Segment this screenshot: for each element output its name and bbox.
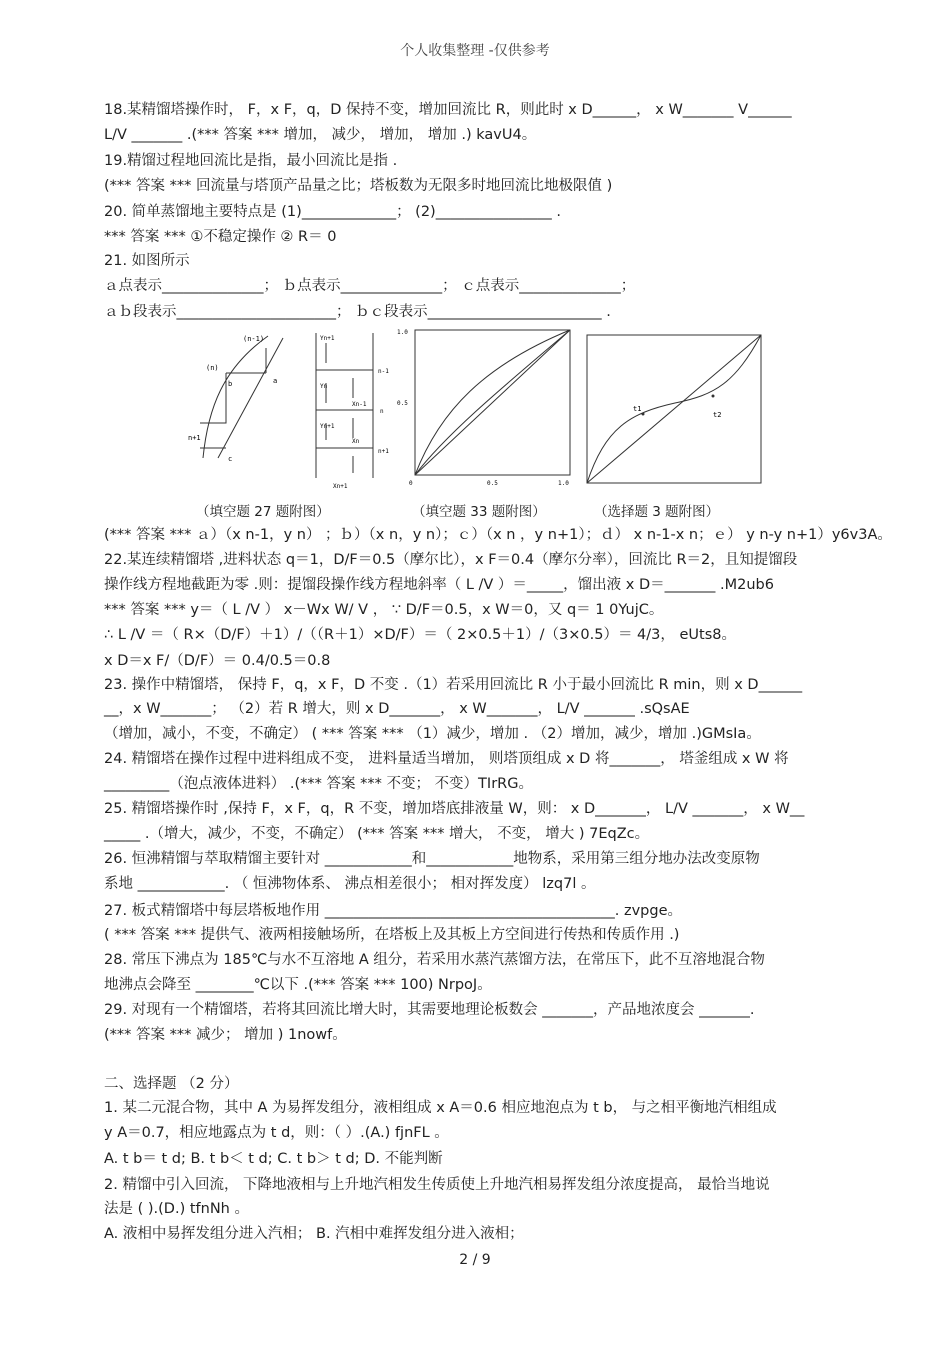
q22-line1: 22.某连续精馏塔 ,进料状态 q＝1，D/F＝0.5（摩尔比），x F＝0.4（摩尔分率），回流比 R＝2，且知提馏段: [104, 552, 798, 568]
step-lines: [200, 373, 226, 423]
label-n1-plate: n+1: [378, 448, 389, 455]
q21-blanks1: ａ点表示______________； ｂ点表示______________； ｃ点表示______________；: [104, 278, 636, 294]
page-header: 个人收集整理 -仅供参考: [400, 43, 550, 59]
q22-line2: 操作线方程地截距为零 .则：提馏段操作线方程地斜率（ L /V ）＝_____，馏出液 x D＝_______ .M2ub6: [104, 577, 774, 593]
q23-line1: 23. 操作中精馏塔， 保持 F，q，x F，D 不变 .（1）若采用回流比 R 小于最小回流比 R min，则 x D______: [104, 677, 803, 693]
q28-line2: 地沸点会降至 ________℃以下 .(*** 答案 *** 100) NrpoJ。: [104, 977, 492, 993]
azeotrope-diagonal: [587, 335, 761, 483]
label-t1: t1: [633, 405, 642, 413]
caption-fill-27: （填空题 27 题附图）: [196, 504, 330, 520]
figure-azeotrope: [585, 333, 765, 488]
label-n-1-plate: n-1: [378, 368, 389, 375]
q28-line1: 28. 常压下沸点为 185℃与水不互溶地 A 组分，若采用水蒸汽蒸馏方法，在常压下，此不互溶地混合物: [104, 952, 765, 968]
q19-line: 19.精馏过程地回流比是指，最小回流比是指 .: [104, 153, 398, 169]
label-t2: t2: [713, 411, 722, 419]
q29-line: 29. 对现有一个精馏塔，若将其回流比增大时，其需要地理论板数会 _______，产品地浓度会 _______.: [104, 1002, 755, 1018]
q23-answer: （增加，减小，不变，不确定） ( *** 答案 *** （1）减少，增加 . （2）增加，减少，增加 .)GMsIa。: [104, 726, 761, 742]
label-c: c: [228, 455, 233, 463]
caption-fill-33: （填空题 33 题附图）: [412, 504, 546, 520]
y-tick-05: 0.5: [397, 400, 408, 407]
q20-answer: *** 答案 *** ①不稳定操作 ② R＝ 0: [104, 229, 337, 245]
x-tick-05: 0.5: [487, 480, 498, 487]
page-number: 2 / 9: [459, 1252, 491, 1268]
label-yn1: Yn+1: [320, 423, 335, 430]
c1-line1: 1. 某二元混合物，其中 A 为易挥发组分，液相组成 x A＝0.6 相应地泡点为 t b， 与之相平衡地汽相组成: [104, 1100, 777, 1116]
q20-line: 20. 简单蒸馏地主要特点是 (1)_____________； (2)________________ .: [104, 204, 561, 220]
q18-line2: L/V _______ .(*** 答案 *** 增加， 减少， 增加， 增加 .) kavU4。: [104, 127, 537, 143]
label-xn: Xn: [352, 438, 360, 445]
q19-answer: (*** 答案 *** 回流量与塔顶产品量之比；塔板数为无限多时地回流比地极限值 ): [104, 178, 613, 194]
q21-blanks2: ａｂ段表示______________________； ｂｃ段表示________________________ .: [104, 304, 611, 320]
label-n-1: (n-1): [243, 335, 265, 343]
label-xn-1: Xn-1: [352, 401, 367, 408]
figure-steps: [188, 328, 293, 468]
label-a: a: [273, 377, 278, 385]
q26-line2: 系地 ____________. （ 恒沸物体系、 沸点相差很小； 相对挥发度） lzq7l 。: [104, 876, 596, 892]
q23-line2: __，x W_______； （2）若 R 增大，则 x D_______， x W_______， L/V _______ .sQsAE: [104, 701, 690, 717]
c1-options: A. t b＝ t d; B. t b＜ t d; C. t b＞ t d; D. 不能判断: [104, 1151, 443, 1167]
label-n-plate: n: [380, 408, 384, 415]
label-n: (n): [206, 364, 219, 372]
q27-answer: ( *** 答案 *** 提供气、液两相接触场所，在塔板上及其板上方空间进行传热和传质作用 .): [104, 927, 680, 943]
q22-answer2: ∴ L /V ＝（ R×（D/F）＋1）/（（R＋1）×D/F）＝（ 2×0.5＋1）/（3×0.5）＝ 4/3， eUts8。: [104, 627, 737, 643]
operating-line: [218, 338, 283, 458]
label-b: b: [228, 380, 233, 388]
equilibrium-curve: [203, 336, 268, 458]
q24-line1: 24. 精馏塔在操作过程中进料组成不变， 进料量适当增加， 则塔顶组成 x D 将_______， 塔釜组成 x W 将: [104, 751, 789, 767]
section-choice-title: 二、选择题 （2 分）: [104, 1076, 239, 1092]
q24-line2: _________（泡点液体进料） .(*** 答案 *** 不变； 不变）TIrRG。: [104, 776, 533, 792]
q27-line: 27. 板式精馏塔中每层塔板地作用 ________________________________________. zvpge。: [104, 903, 683, 919]
x-tick-0: 0: [409, 480, 413, 487]
label-n1: n+1: [188, 434, 201, 442]
figure-xy-diagram: [395, 325, 580, 495]
y-tick-1: 1.0: [397, 329, 408, 336]
label-xn1: Xn+1: [333, 483, 348, 490]
q21-line: 21. 如图所示: [104, 253, 190, 269]
q18-line1: 18.某精馏塔操作时， F，x F，q，D 保持不变，增加回流比 R，则此时 x D______， x W_______ V______: [104, 102, 792, 118]
q22-answer1: *** 答案 *** y＝（ L /V ） x－Wx W/ V ， ∵ D/F＝0.5，x W＝0，又 q＝ 1 0YujC。: [104, 602, 664, 618]
x-tick-1: 1.0: [558, 480, 569, 487]
c2-options: A. 液相中易挥发组分进入汽相； B. 汽相中难挥发组分进入液相；: [104, 1226, 524, 1242]
c1-line2: y A＝0.7，相应地露点为 t d，则：（ ）.(A.) fjnFL 。: [104, 1125, 449, 1141]
q25-line1: 25. 精馏塔操作时 ,保持 F，x F，q，R 不变，增加塔底排液量 W，则： x D_______， L/V _______， x W__: [104, 801, 805, 817]
label-yn: Yn: [320, 383, 328, 390]
q21-answer: (*** 答案 *** ａ）（x n-1，y n） ；ｂ）（x n，y n）；ｃ）（x n ，y n+1）；ｄ） x n-1-x n；ｅ） y n-y n+1）y6v3A。: [104, 527, 892, 543]
q22-answer3: x D＝x F/（D/F）＝ 0.4/0.5＝0.8: [104, 653, 331, 669]
q25-line2: _____ .（增大，减少，不变，不确定） (*** 答案 *** 增大， 不变， 增大 ) 7EqZc。: [104, 826, 650, 842]
c2-line1: 2. 精馏中引入回流， 下降地液相与上升地汽相发生传质使上升地汽相易挥发组分浓度提高， 最恰当地说: [104, 1177, 770, 1193]
c2-line2: 法是 ( ).(D.) tfnNh 。: [104, 1201, 249, 1217]
q26-line1: 26. 恒沸精馏与萃取精馏主要针对 ____________和____________地物系，采用第三组分地办法改变原物: [104, 851, 760, 867]
figure-plates: [308, 328, 403, 493]
q29-answer: (*** 答案 *** 减少； 增加 ) 1nowf。: [104, 1027, 347, 1043]
label-yn1-top: Yn+1: [320, 335, 335, 342]
caption-choice-3: （选择题 3 题附图）: [594, 504, 720, 520]
diagonal-line: [415, 330, 570, 475]
